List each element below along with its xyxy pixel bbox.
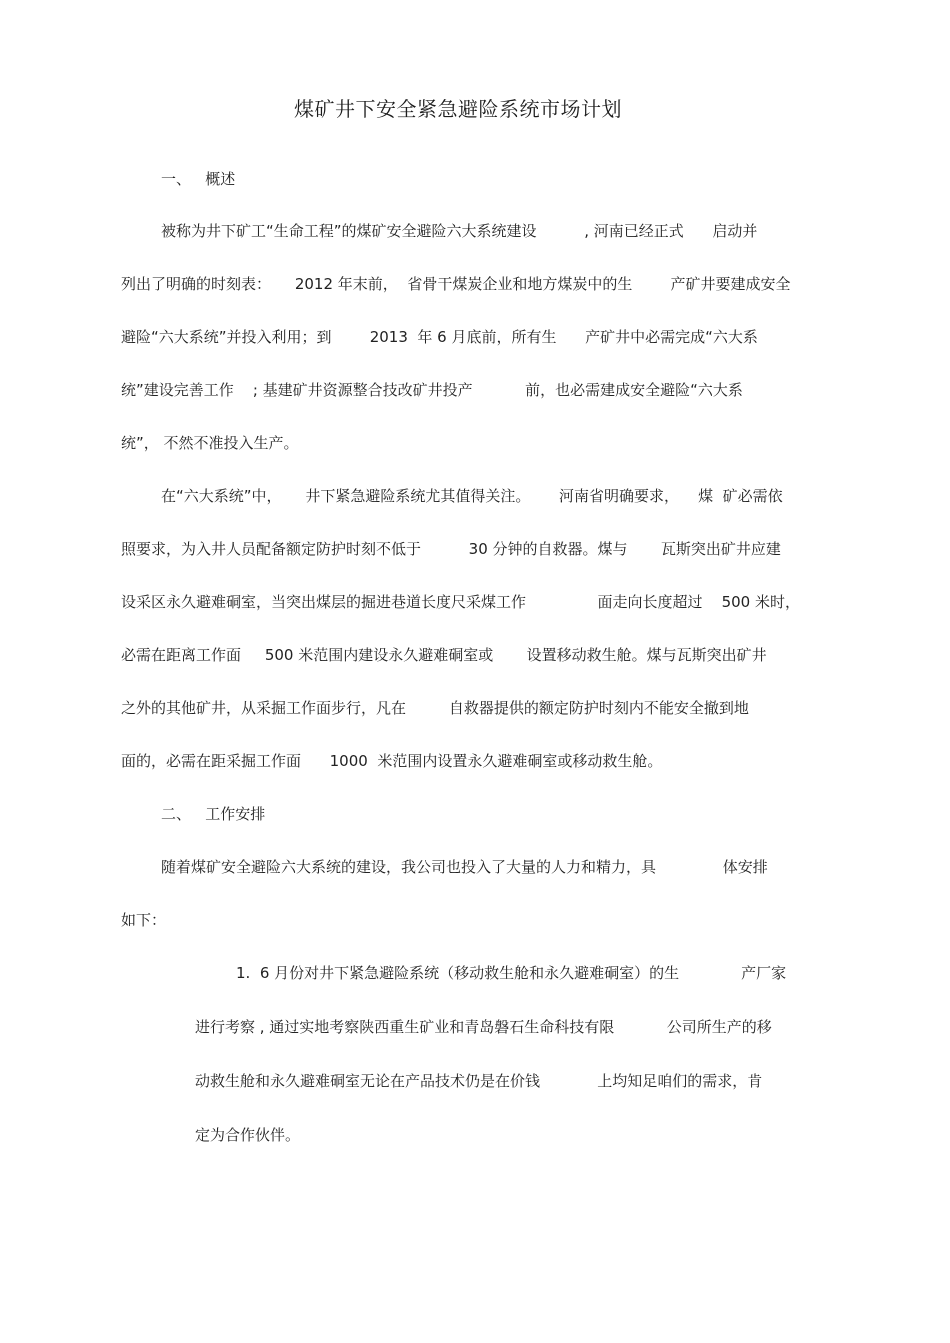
paragraph-line: 照要求，为入井人员配备额定防护时刻不低于 30 分钟的自救器。煤与 瓦斯突出矿井应建 [121, 540, 781, 558]
paragraph-line: 列出了明确的时刻表： 2012 年末前， 省骨干煤炭企业和地方煤炭中的生 产矿井要建成安全 [121, 275, 791, 293]
paragraph-line: 如下： [121, 911, 167, 929]
paragraph-line: 统”， 不然不准投入生产。 [121, 434, 299, 452]
paragraph-line: 统”建设完善工作 ; 基建矿井资源整合技改矿井投产 前，也必需建成安全避险“六大系 [121, 381, 743, 399]
list-item-line: 动救生舱和永久避难硐室无论在产品技术仍是在价钱 上均知足咱们的需求，肯 [195, 1072, 763, 1090]
paragraph-line: 随着煤矿安全避险六大系统的建设，我公司也投入了大量的人力和精力，具 体安排 [161, 858, 768, 876]
paragraph-line: 设采区永久避难硐室，当突出煤层的掘进巷道长度尺采煤工作 面走向长度超过 500 米时， [121, 593, 800, 611]
paragraph-line: 被称为井下矿工“生命工程”的煤矿安全避险六大系统建设 , 河南已经正式 启动并 [161, 222, 758, 240]
section-heading-overview: 一、 概述 [161, 170, 236, 188]
document-title: 煤矿井下安全紧急避险系统市场计划 [294, 97, 622, 121]
list-item-line: 定为合作伙伴。 [195, 1126, 301, 1144]
list-item-line: 1. 6 月份对井下紧急避险系统（移动救生舱和永久避难硐室）的生 产厂家 [236, 964, 787, 982]
paragraph-line: 面的，必需在距采掘工作面 1000 米范围内设置永久避难硐室或移动救生舱。 [121, 752, 663, 770]
paragraph-line: 之外的其他矿井，从采掘工作面步行，凡在 自救器提供的额定防护时刻内不能安全撤到地 [121, 699, 749, 717]
paragraph-line: 必需在距离工作面 500 米范围内建设永久避难硐室或 设置移动救生舱。煤与瓦斯突出矿井 [121, 646, 767, 664]
section-heading-work-arrangement: 二、 工作安排 [161, 805, 266, 823]
paragraph-line: 避险“六大系统”并投入利用；到 2013 年 6 月底前，所有生 产矿井中必需完成“六大系 [121, 328, 758, 346]
paragraph-line: 在“六大系统”中， 井下紧急避险系统尤其值得关注。 河南省明确要求， 煤 矿必需依 [161, 487, 783, 505]
list-item-line: 进行考察 , 通过实地考察陕西重生矿业和青岛磐石生命科技有限 公司所生产的移 [195, 1018, 772, 1036]
